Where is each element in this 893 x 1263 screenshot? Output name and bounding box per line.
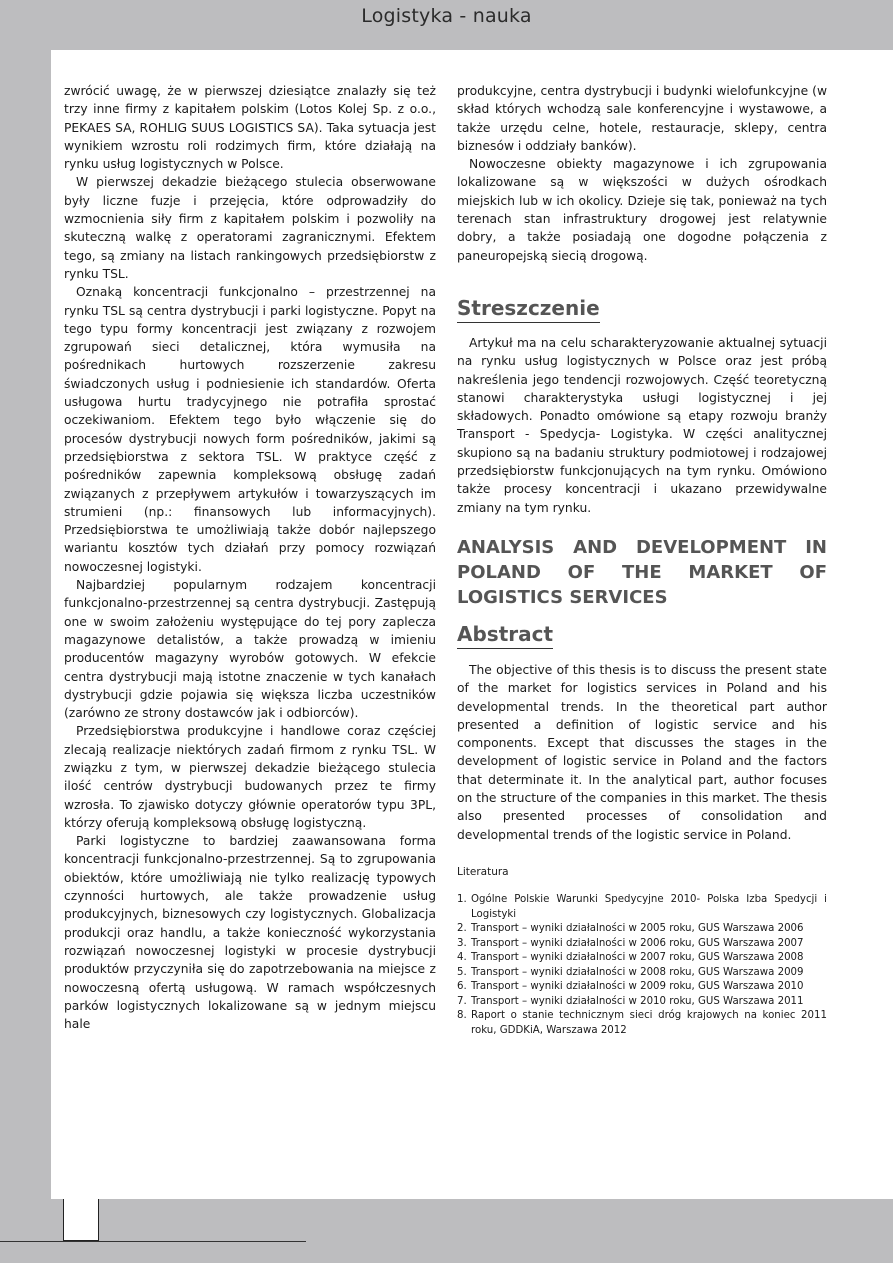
left-column	[64, 82, 436, 1033]
footer-rule	[0, 1241, 306, 1242]
paragraph: Przedsiębiorstwa produkcyjne i handlowe coraz częściej zlecają realizacje niektórych zadań firmom z rynku TSL. W związku z tym, w pierwszej dekadzie bieżącego stulecia ilość centrów dystrybucji budowanych przez te firmy wzrosła. To zjawisko dotyczy głównie operatorów typu 3PL, którzy oferują kompleksową obsługę logistyczną.	[64, 724, 436, 830]
page-header-title: Logistyka - nauka	[361, 5, 532, 27]
right-column	[457, 82, 827, 1038]
list-item: 6. Transport – wyniki działalności w 2009 roku, GUS Warszawa 2010	[457, 981, 804, 993]
literature-list	[457, 893, 827, 1038]
paragraph: Nowoczesne obiekty magazynowe i ich zgrupowania lokalizowane są w większości w dużych ośrodkach miejskich lub w ich okolicy. Dzieje się tak, ponieważ na tych terenach stan infrastruktury drogowej jest relatywnie dobry, a także posiadają one dogodne połączenia z paneuropejską siecią drogową.	[457, 157, 827, 263]
list-item: 3. Transport – wyniki działalności w 2006 roku, GUS Warszawa 2007	[457, 937, 804, 949]
paragraph: Parki logistyczne to bardziej zaawansowana forma koncentracji funkcjonalno-przestrzennej. Są to zgrupowania obiektów, które umożliwiają nie tylko realizację typowych czynności hurtowych, ale także prowadzenie usług produkcyjnych, biznesowych czy logistycznych. Globalizacja produkcji oraz handlu, a także konieczność wykorzystania rozwiązań nowoczesnej logistyki w procesie dystrybucji produktów przyczyniła się do zapotrzebowania na miejsce z nowoczesną ofertą usługową. W ramach współczesnych parków logistycznych lokalizowane są w jednym miejscu hale	[64, 834, 436, 1032]
list-item: 7. Transport – wyniki działalności w 2010 roku, GUS Warszawa 2011	[457, 995, 804, 1007]
list-item: 2. Transport – wyniki działalności w 2005 roku, GUS Warszawa 2006	[457, 923, 804, 935]
abstract-text: The objective of this thesis is to discuss the present state of the market for logistics services in Poland and his developmental trends. In the theoretical part author presented a definition of logistic service and his components. Except that discusses the stages in the development of logistic service in Poland and the factors that determinate it. In the analytical part, author focuses on the structure of the companies in this market. The thesis also presented processes of consolidation and developmental trends of the logistic service in Poland.	[457, 662, 827, 842]
list-item: 4. Transport – wyniki działalności w 2007 roku, GUS Warszawa 2008	[457, 952, 804, 964]
paragraph: zwrócić uwagę, że w pierwszej dziesiątce znalazły się też trzy inne firmy z kapitałem polskim (Lotos Kolej Sp. z o.o., PEKAES SA, ROHLIG SUUS LOGISTICS SA). Taka sytuacja jest wynikiem wzrostu roli rodzimych firm, które działają na rynku usług logistycznych w Polsce.	[64, 84, 436, 172]
list-item: 5. Transport – wyniki działalności w 2008 roku, GUS Warszawa 2009	[457, 966, 804, 978]
summary-heading: Streszczenie	[457, 296, 600, 323]
list-item: 8. Raport o stanie technicznym sieci dróg krajowych na koniec 2011 roku, GDDKiA, Warszawa 2012	[457, 1010, 827, 1036]
page-sheet	[51, 50, 893, 1199]
english-title: ANALYSIS AND DEVELOPMENT IN POLAND OF THE MARKET OF LOGISTICS SERVICES	[457, 536, 827, 608]
abstract-heading: Abstract	[457, 622, 553, 649]
paragraph: Najbardziej popularnym rodzajem koncentracji funkcjonalno-przestrzennej są centra dystrybucji. Zastępują one w swoim założeniu występujące do tej pory zaplecza magazynowe detalistów, a także prowadzą w imieniu producentów magazyny wyrobów gotowych. W efekcie centra dystrybucji mają istotne znaczenie w tych kanałach dystrybucji gdzie pojawia się większa liczba uczestników (zarówno ze strony dostawców jak i odbiorców).	[64, 578, 436, 721]
list-item: 1. Ogólne Polskie Warunki Spedycyjne 2010- Polska Izba Spedycji i Logistyki	[457, 894, 827, 920]
summary-text: Artykuł ma na celu scharakteryzowanie aktualnej sytuacji na rynku usług logistycznych w Polsce oraz jest próbą nakreślenia jego tendencji rozwojowych. Część teoretyczną stanowi charakterystyka usługi logistycznej i jej składowych. Ponadto omówione są etapy rozwoju branży Transport - Spedycja- Logistyka. W części analitycznej skupiono są na badaniu struktury podmiotowej i rodzajowej przedsiębiorstw funkcjonujących na tym rynku. Omówiono także procesy koncentracji i ukazano przewidywalne zmiany na tym rynku.	[457, 335, 827, 515]
literature-heading: Literatura	[457, 865, 509, 878]
paragraph: W pierwszej dekadzie bieżącego stulecia obserwowane były liczne fuzje i przejęcia, które odprowadziły do wzmocnienia siły firm z kapitałem polskim i pozwoliły na skuteczną walkę z operatorami zagranicznymi. Efektem tego, są zmiany na listach rankingowych przedsiębiorstw z rynku TSL.	[64, 175, 436, 281]
paragraph: produkcyjne, centra dystrybucji i budynki wielofunkcyjne (w skład których wchodzą sale konferencyjne i wystawowe, a także urzędu celne, hotele, restauracje, sklepy, centra biznesów i oddziały banków).	[457, 84, 827, 153]
page-number-box	[63, 1199, 99, 1241]
paragraph: Oznaką koncentracji funkcjonalno – przestrzennej na rynku TSL są centra dystrybucji i parki logistyczne. Popyt na tego typu formy koncentracji jest związany z rozwojem zgrupowań sieci detalicznej, która wymusiła na pośrednikach hurtowych rozszerzenie zakresu świadczonych usług i podniesienie ich standardów. Oferta usługowa hurtu tradycyjnego nie potrafiła sprostać oczekiwaniom. Efektem tego było włączenie się do procesów dystrybucji nowych form pośredników, jakimi są przedsiębiorstwa z sektora TSL. W praktyce część z pośredników zapewnia kompleksową obsługę zadań związanych z przepływem artykułów i towarzyszących im strumieni (np.: finansowych lub informacyjnych). Przedsiębiorstwa te umożliwiają także dobór najlepszego wariantu kosztów tych działań przy pomocy rozwiązań nowoczesnej logistyki.	[64, 285, 436, 574]
